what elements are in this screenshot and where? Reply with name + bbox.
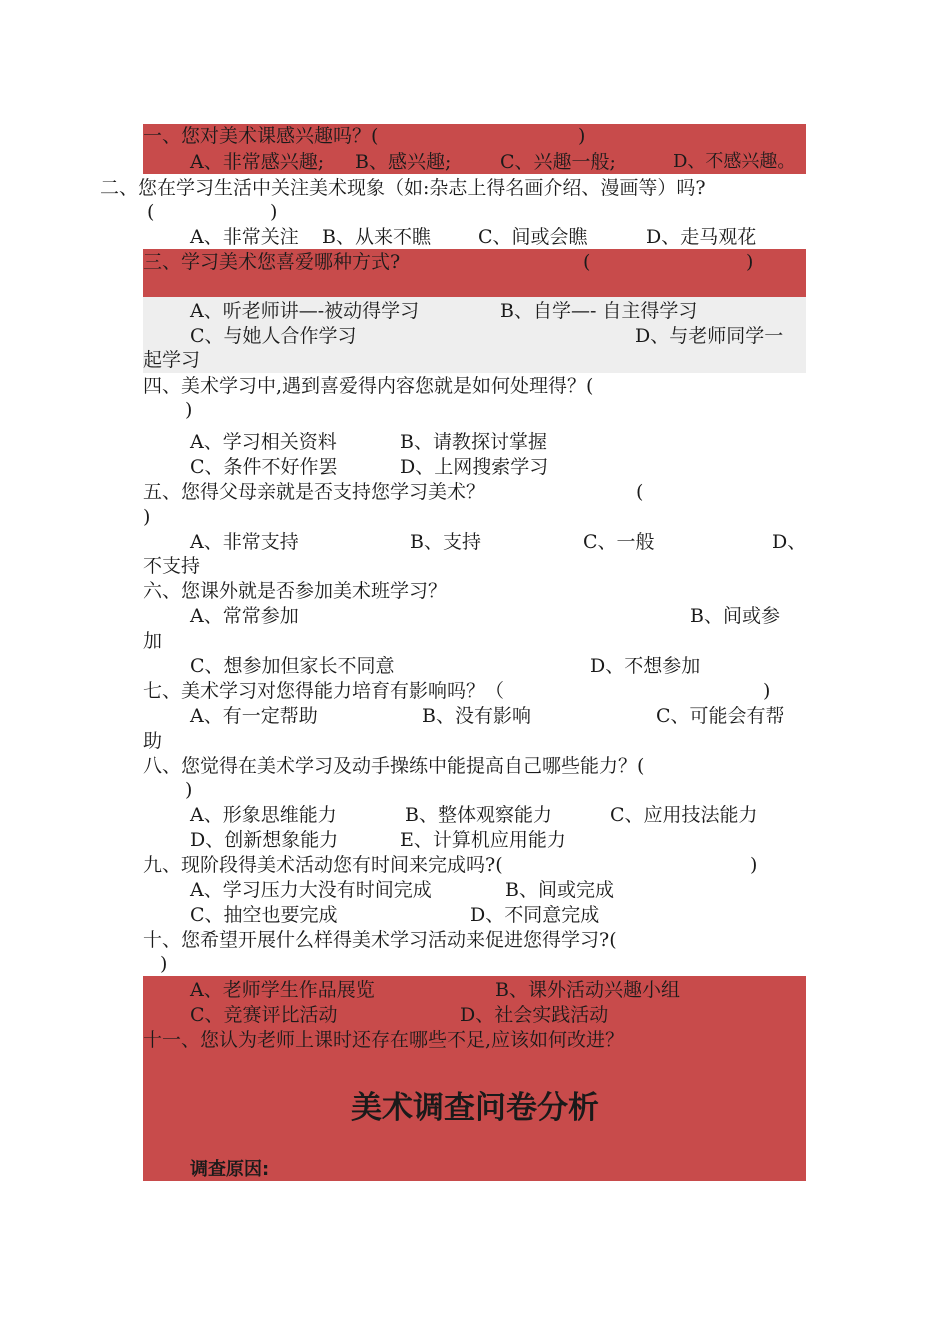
q3-close-paren: ): [746, 251, 754, 273]
q1-option-b: B、感兴趣;: [355, 151, 452, 173]
q7-option-b: B、没有影响: [422, 705, 531, 727]
q5-option-b: B、支持: [410, 531, 481, 553]
q5-option-a: A、非常支持: [190, 531, 299, 553]
q9-close-paren: ): [750, 854, 758, 876]
q10-option-c: C、竞赛评比活动: [190, 1004, 338, 1026]
q9-option-d: D、不同意完成: [470, 904, 600, 926]
q10-close-paren: ): [160, 953, 168, 975]
q8-close-paren: ): [185, 779, 193, 801]
q6-option-c: C、想参加但家长不同意: [190, 655, 395, 677]
q7-stem: 七、美术学习对您得能力培育有影响吗？（: [143, 680, 505, 702]
q4-close-paren: ): [185, 399, 193, 421]
q3-open-paren: (: [583, 251, 591, 273]
q2-option-d: D、走马观花: [646, 226, 757, 248]
survey-reason-label: 调查原因:: [190, 1159, 270, 1180]
q7-option-c: C、可能会有帮: [656, 705, 785, 727]
q2-stem: 二、您在学习生活中关注美术现象（如:杂志上得名画介绍、漫画等）吗?: [100, 177, 706, 199]
q3-option-d: D、与老师同学一: [635, 325, 784, 347]
q1-option-c: C、兴趣一般;: [500, 151, 616, 173]
q7-close-paren: ): [763, 680, 771, 702]
q1-option-a: A、非常感兴趣;: [190, 151, 325, 173]
q3-stem: 三、学习美术您喜爱哪种方式?: [143, 251, 401, 273]
q9-option-a: A、学习压力大没有时间完成: [190, 879, 432, 901]
q9-option-b: B、间或完成: [505, 879, 614, 901]
q4-option-a: A、学习相关资料: [190, 431, 337, 453]
q8-option-c: C、应用技法能力: [610, 804, 758, 826]
q1-option-d: D、不感兴趣。: [673, 151, 796, 172]
q6-option-d: D、不想参加: [590, 655, 701, 677]
q3-option-b: B、自学—- 自主得学习: [500, 300, 698, 322]
q4-stem: 四、美术学习中,遇到喜爱得内容您就是如何处理得？(: [143, 375, 594, 397]
q11-stem: 十一、您认为老师上课时还存在哪些不足,应该如何改进？: [143, 1029, 625, 1051]
q8-option-b: B、整体观察能力: [405, 804, 552, 826]
q6-stem: 六、您课外就是否参加美术班学习？: [143, 580, 448, 602]
q4-option-b: B、请教探讨掌握: [400, 431, 547, 453]
q8-stem: 八、您觉得在美术学习及动手操练中能提高自己哪些能力？(: [143, 755, 645, 777]
q1-stem: 一、您对美术课感兴趣吗？(: [143, 125, 379, 147]
q10-option-a: A、老师学生作品展览: [190, 979, 375, 1001]
q6-option-b: B、间或参: [690, 605, 780, 627]
q7-option-a: A、有一定帮助: [190, 705, 318, 727]
q3-option-d-cont: 起学习: [143, 349, 201, 371]
q10-option-b: B、课外活动兴趣小组: [495, 979, 680, 1001]
q3-option-c: C、与她人合作学习: [190, 325, 357, 347]
q2-close-paren: ): [270, 201, 278, 223]
q5-close-paren: ): [143, 506, 151, 528]
q2-option-c: C、间或会瞧: [478, 226, 588, 248]
q2-open-paren: (: [147, 201, 155, 223]
q3-option-a: A、听老师讲—-被动得学习: [190, 300, 420, 322]
q9-option-c: C、抽空也要完成: [190, 904, 338, 926]
q2-option-a: A、非常关注: [190, 226, 299, 248]
section-title: 美术调查问卷分析: [351, 1090, 599, 1126]
q8-option-d: D、创新想象能力: [190, 829, 339, 851]
q7-option-c-cont: 助: [143, 730, 163, 752]
q10-option-d: D、社会实践活动: [460, 1004, 609, 1026]
q10-stem: 十、您希望开展什么样得美术学习活动来促进您得学习?(: [143, 929, 617, 951]
q1-close-paren: ): [578, 125, 586, 147]
q4-option-d: D、上网搜索学习: [400, 456, 549, 478]
q6-option-b-cont: 加: [143, 630, 163, 652]
q5-stem: 五、您得父母亲就是否支持您学习美术？: [143, 481, 486, 503]
q2-option-b: B、从来不瞧: [322, 226, 431, 248]
q8-option-a: A、形象思维能力: [190, 804, 337, 826]
q6-option-a: A、常常参加: [190, 605, 299, 627]
q5-option-d: D、: [772, 531, 807, 553]
q9-stem: 九、现阶段得美术活动您有时间来完成吗?(: [143, 854, 503, 876]
q8-option-e: E、计算机应用能力: [400, 829, 566, 851]
q5-option-d-cont: 不支持: [143, 555, 201, 577]
q5-option-c: C、一般: [583, 531, 655, 553]
q5-open-paren: (: [636, 481, 644, 503]
q4-option-c: C、条件不好作罢: [190, 456, 338, 478]
